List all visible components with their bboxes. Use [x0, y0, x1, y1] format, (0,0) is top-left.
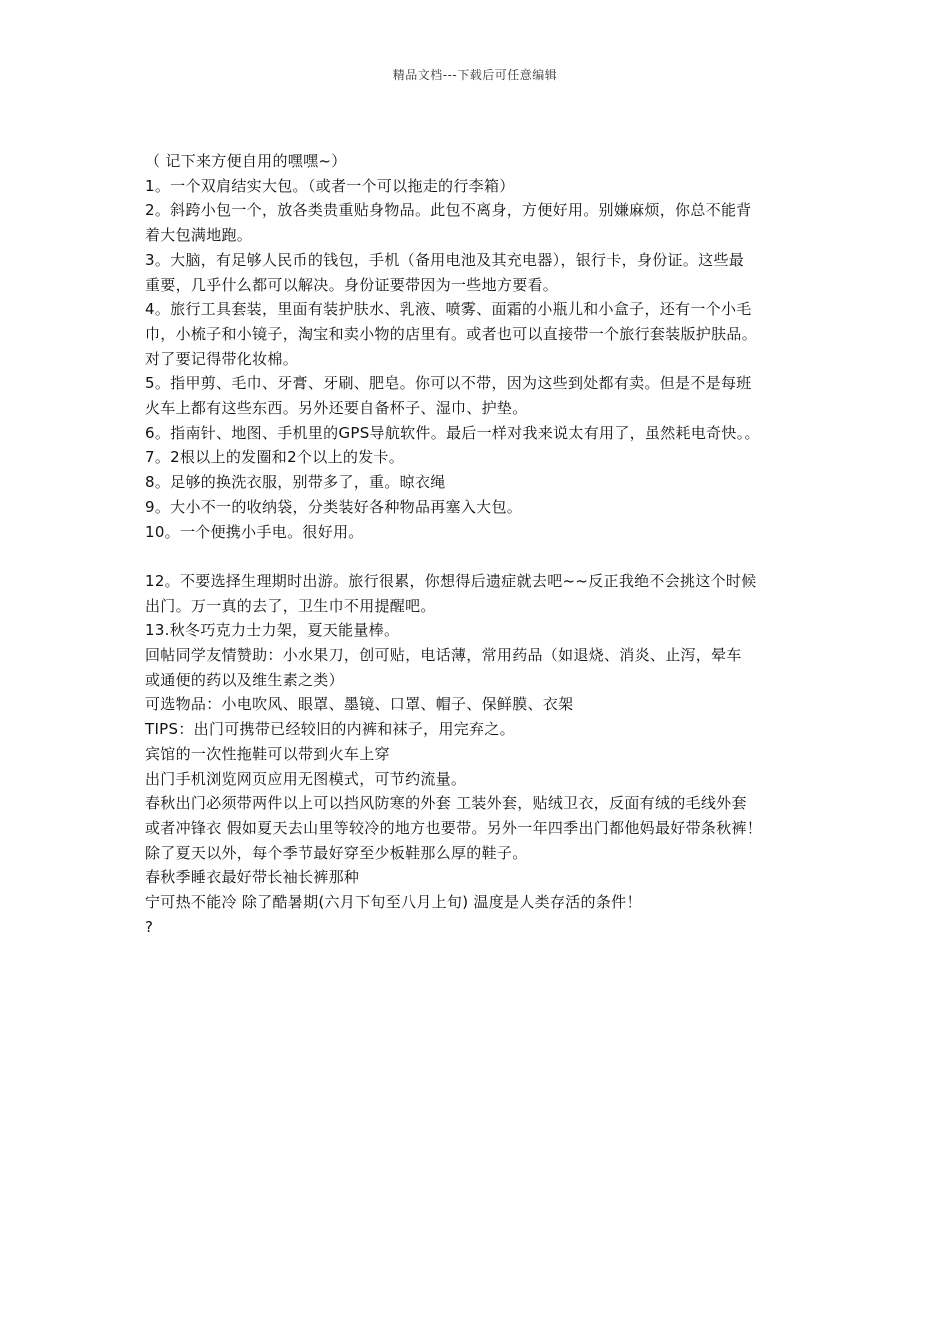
text-line: 出门手机浏览网页应用无图模式，可节约流量。: [145, 769, 467, 788]
text-line: 3。大脑，有足够人民币的钱包，手机（备用电池及其充电器），银行卡，身份证。这些最: [145, 250, 745, 269]
text-line: 7。2根以上的发圈和2个以上的发卡。: [145, 448, 405, 467]
text-line: 2。斜跨小包一个，放各类贵重贴身物品。此包不离身，方便好用。别嫌麻烦，你总不能背: [145, 201, 752, 220]
text-line: 宁可热不能冷 除了酷暑期(六月下旬至八月上旬) 温度是人类存活的条件！: [145, 893, 642, 912]
text-line: 1。一个双肩结实大包。（或者一个可以拖走的行李箱）: [145, 176, 515, 195]
text-line: 12。不要选择生理期时出游。旅行很累，你想得后遗症就去吧~~反正我绝不会挑这个时候: [145, 571, 757, 590]
text-line: 8。足够的换洗衣服，别带多了，重。晾衣绳: [145, 473, 446, 492]
text-line: 春秋出门必须带两件以上可以挡风防寒的外套 工装外套，贴绒卫衣，反面有绒的毛线外套: [145, 794, 747, 813]
text-line: 9。大小不一的收纳袋，分类装好各种物品再塞入大包。: [145, 497, 523, 516]
text-line: ?: [145, 917, 154, 936]
text-line: 或者冲锋衣 假如夏天去山里等较冷的地方也要带。另外一年四季出门都他妈最好带条秋裤！: [145, 818, 763, 837]
text-line: 除了夏天以外，每个季节最好穿至少板鞋那么厚的鞋子。: [145, 843, 528, 862]
text-line: 5。指甲剪、毛巾、牙膏、牙刷、肥皂。你可以不带，因为这些到处都有卖。但是不是每班: [145, 374, 752, 393]
text-line: 4。旅行工具套装，里面有装护肤水、乳液、喷雾、面霜的小瓶儿和小盒子，还有一个小毛: [145, 300, 752, 319]
text-line: 可选物品：小电吹风、眼罩、墨镜、口罩、帽子、保鲜膜、衣架: [145, 695, 574, 714]
text-line: （ 记下来方便自用的嘿嘿~）: [145, 152, 347, 170]
text-line: 出门。万一真的去了，卫生巾不用提醒吧。: [145, 596, 436, 615]
text-line: [145, 544, 825, 569]
text-line: 春秋季睡衣最好带长袖长裤那种: [145, 868, 360, 887]
text-line: 6。指南针、地图、手机里的GPS导航软件。最后一样对我来说太有用了，虽然耗电奇快。。: [145, 423, 760, 442]
text-line: 对了要记得带化妆棉。: [145, 349, 299, 368]
text-line: 回帖同学友情赞助：小水果刀，创可贴，电话薄，常用药品（如退烧、消炎、止泻，晕车: [145, 646, 742, 665]
text-line: 13.秋冬巧克力士力架，夏天能量棒。: [145, 621, 400, 640]
document-body: [145, 149, 825, 939]
text-line: 着大包满地跑。: [145, 226, 253, 245]
text-line: TIPS：出门可携带已经较旧的内裤和袜子，用完弃之。: [145, 720, 515, 739]
text-line: 10。一个便携小手电。很好用。: [145, 522, 364, 541]
text-line: 重要，几乎什么都可以解决。身份证要带因为一些地方要看。: [145, 275, 559, 294]
text-line: 或通便的药以及维生素之类）: [145, 670, 344, 689]
text-line: 巾，小梳子和小镜子，淘宝和卖小物的店里有。或者也可以直接带一个旅行套装版护肤品。: [145, 324, 758, 343]
text-line: 火车上都有这些东西。另外还要自备杯子、湿巾、护垫。: [145, 399, 528, 418]
page-header: 精品文档---下载后可任意编辑: [392, 68, 558, 82]
text-line: 宾馆的一次性拖鞋可以带到火车上穿: [145, 744, 390, 763]
